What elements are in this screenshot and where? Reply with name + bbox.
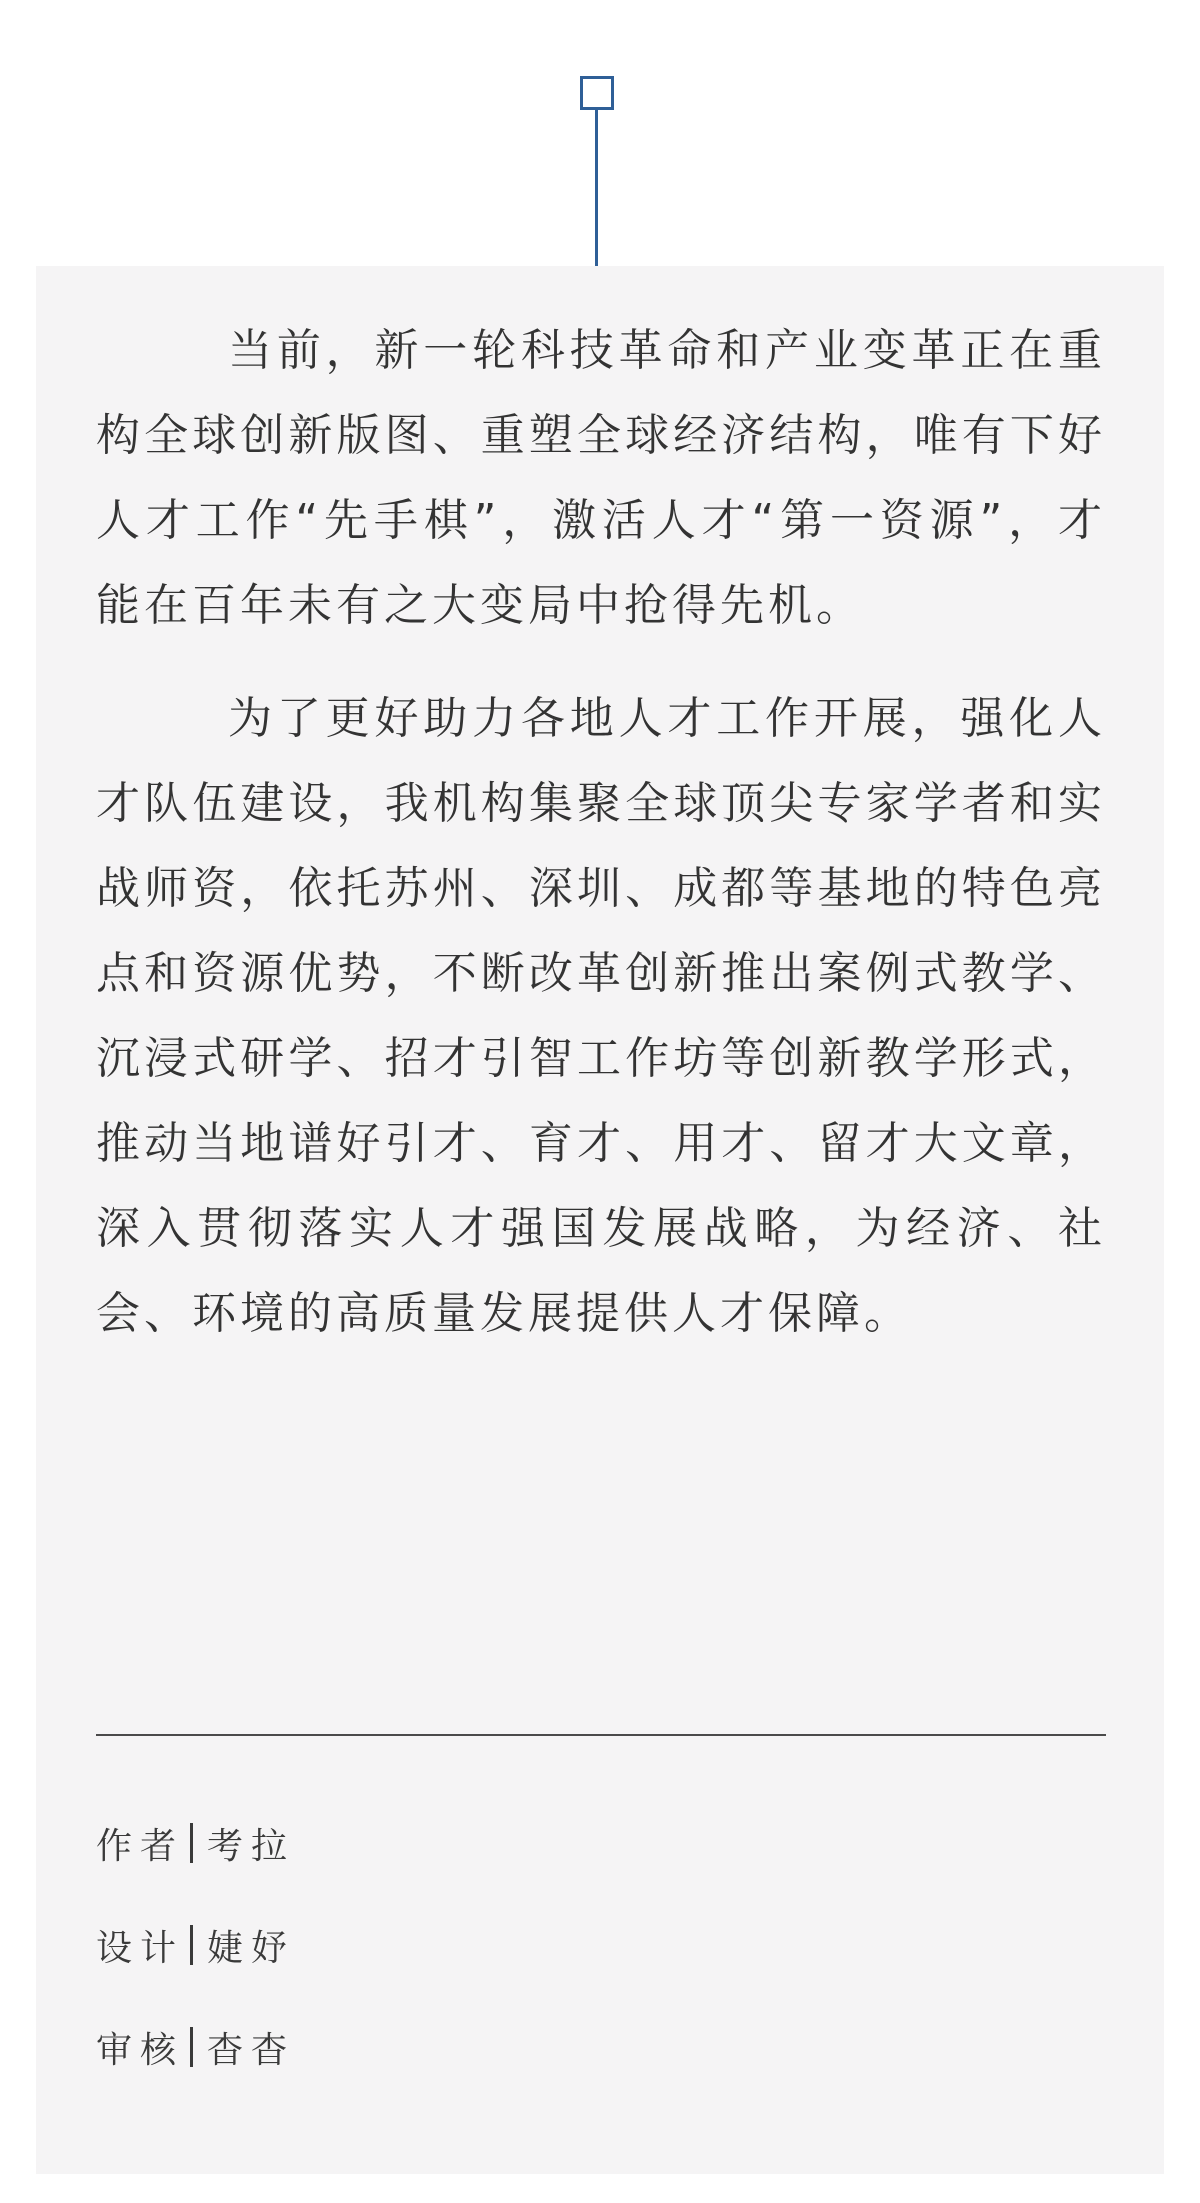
credit-review	[96, 2027, 296, 2071]
credit-name-review: 杳杳	[207, 2029, 296, 2071]
connector-square-icon	[580, 76, 614, 110]
credit-name-author: 考拉	[207, 1825, 296, 1867]
article-card	[36, 266, 1164, 2174]
credit-role-author: 作者	[96, 1825, 185, 1867]
article-paragraph-1: 当前，新一轮科技革命和产业变革正在重构全球创新版图、重塑全球经济结构，唯有下好人才工作“先手棋”，激活人才“第一资源”，才能在百年未有之大变局中抢得先机。	[96, 325, 1106, 631]
credit-name-design: 婕妤	[207, 1927, 296, 1969]
credits	[96, 1823, 295, 2129]
article-paragraph-2: 为了更好助力各地人才工作开展，强化人才队伍建设，我机构集聚全球顶尖专家学者和实战师资，依托苏州、深圳、成都等基地的特色亮点和资源优势，不断改革创新推出案例式教学、沉浸式研学、招才引智工作坊等创新教学形式，推动当地谱好引才、育才、用才、留才大文章，深入贯彻落实人才强国发展战略，为经济、社会、环境的高质量发展提供人才保障。	[96, 693, 1106, 1339]
article-body	[96, 308, 1106, 1356]
credit-author	[96, 1823, 296, 1867]
credit-design	[96, 1925, 296, 1969]
connector-line	[595, 110, 598, 266]
credit-separator	[190, 1925, 193, 1965]
credit-separator	[190, 2027, 193, 2067]
credit-role-design: 设计	[96, 1927, 185, 1969]
divider	[96, 1734, 1106, 1736]
credit-separator	[190, 1823, 193, 1863]
credit-role-review: 审核	[96, 2029, 185, 2071]
